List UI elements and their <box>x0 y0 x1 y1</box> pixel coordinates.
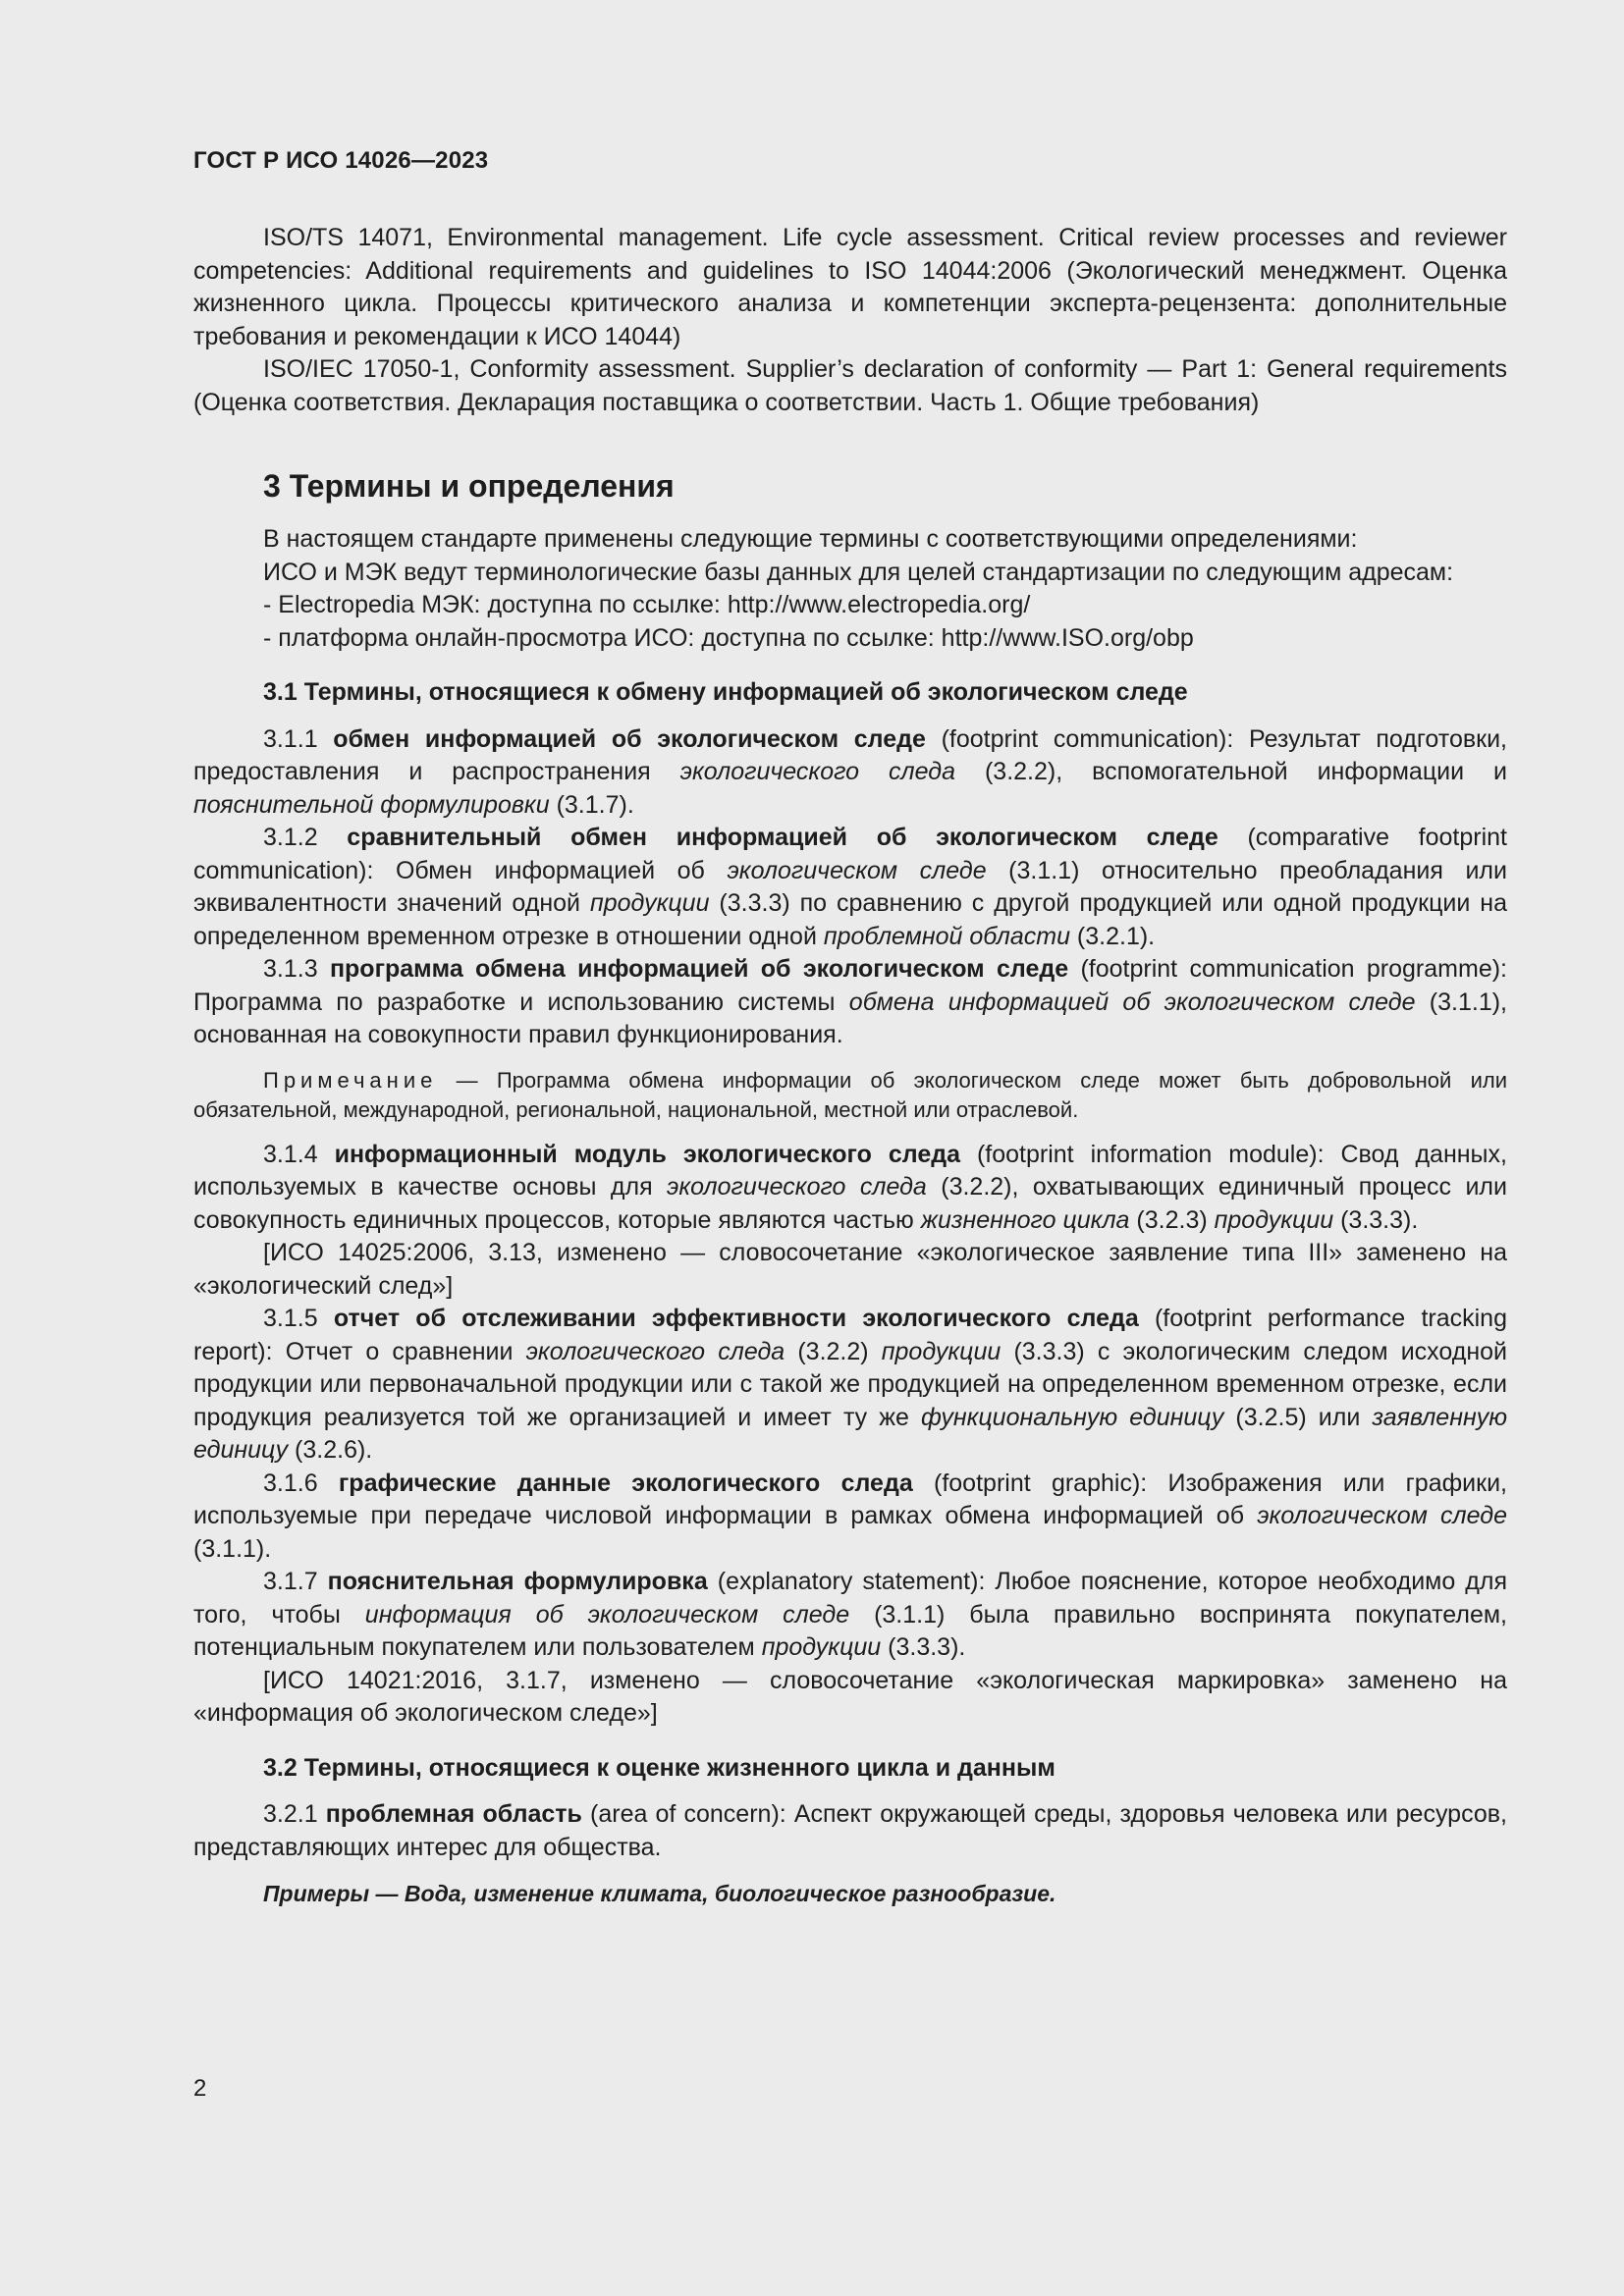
subsection-heading-3-2: 3.2 Термины, относящиеся к оценке жизненного цикла и данным <box>263 1753 1056 1782</box>
bullet-iso-obp: - платформа онлайн-просмотра ИСО: доступна по ссылке: http://www.ISO.org/obp <box>263 623 1194 652</box>
term-3-1-4: 3.1.4 информационный модуль экологического следа (footprint information module): Свод данных, используемых в качестве основы для экологического следа (3.2.2), охватывающих единичный процесс или совокупность единичных процессов, которые являются частью жизненного цикла (3.2.3) продукции (3.3.3). <box>193 1140 1507 1234</box>
term-name: пояснительная формулировка <box>327 1568 708 1595</box>
term-3-1-5: 3.1.5 отчет об отслеживании эффективности экологического следа (footprint performance tracking report): Отчет о сравнении экологического следа (3.2.2) продукции (3.3.3) с экологическим следом исходной продукции или первоначальной продукции или с такой же продукцией на определенном временном отрезке, если продукция реализуется той же организацией и имеет ту же функциональную единицу (3.2.5) или заявленную единицу (3.2.6). <box>193 1305 1508 1464</box>
term-3-1-1: 3.1.1 обмен информацией об экологическом следе (footprint communication): Результат подготовки, предоставления и распространения экологического следа (3.2.2), вспомогательной информации и пояснительной формулировки (3.1.7). <box>193 724 1507 819</box>
term-name: отчет об отслеживании эффективности экологического следа <box>333 1305 1139 1332</box>
document-header: ГОСТ Р ИСО 14026—2023 <box>193 147 489 174</box>
term-3-1-4-source: [ИСО 14025:2006, 3.13, изменено — словосочетание «экологическое заявление типа III» заменено на «экологический след»] <box>193 1239 1507 1300</box>
reference-iso-ts-14071: ISO/TS 14071, Environmental management. Life cycle assessment. Critical review processes and reviewer competencies: Additional requirements and guidelines to ISO 14044:2006 (Экологический менеджмент. Оценка жизненного цикла. Процессы критического анализа и компетенции эксперта-рецензента: дополнительные требования и рекомендации к ИСО 14044) <box>193 224 1507 350</box>
term-3-1-3: 3.1.3 программа обмена информацией об экологическом следе (footprint communication programme): Программа по разработке и использованию системы обмена информацией об экологическом следе (3.1.1), основанная на совокупности правил функционирования. <box>193 955 1507 1048</box>
subsection-heading-3-1: 3.1 Термины, относящиеся к обмену информацией об экологическом следе <box>263 678 1188 706</box>
term-name: графические данные экологического следа <box>338 1468 913 1497</box>
term-3-1-2: 3.1.2 сравнительный обмен информацией об экологическом следе (comparative footprint communication): Обмен информацией об экологическом следе (3.1.1) относительно преобладания или эквивалентности значений одной продукции (3.3.3) по сравнению с другой продукцией или одной продукции на определенном временном отрезке в отношении одной проблемной области (3.2.1). <box>193 824 1507 950</box>
section-heading: 3 Термины и определения <box>263 468 675 504</box>
term-3-2-1: 3.2.1 проблемная область (area of concern): Аспект окружающей среды, здоровья человека или ресурсов, представляющих интерес для общества. <box>193 1800 1507 1861</box>
reference-iso-iec-17050-1: ISO/IEC 17050-1, Conformity assessment. Supplier’s declaration of conformity — Part 1: General requirements (Оценка соответствия. Декларация поставщика о соответствии. Часть 1. Общие требования) <box>193 355 1507 416</box>
term-name: обмен информацией об экологическом следе <box>333 724 926 753</box>
section-intro-databases: ИСО и МЭК ведут терминологические базы данных для целей стандартизации по следующим адресам: <box>263 558 1454 586</box>
bullet-electropedia: - Electropedia МЭК: доступна по ссылке: http://www.electropedia.org/ <box>263 591 1031 618</box>
term-3-1-7: 3.1.7 пояснительная формулировка (explanatory statement): Любое пояснение, которое необходимо для того, чтобы информация об экологическом следе (3.1.1) была правильно воспринята покупателем, потенциальным покупателем или пользователем продукции (3.3.3). <box>193 1568 1507 1661</box>
examples: Примеры — Вода, изменение климата, биологическое разнообразие. <box>263 1881 1056 1906</box>
page-number: 2 <box>193 2075 207 2102</box>
note: Примечание — Программа обмена информации об экологическом следе может быть добровольной или обязательной, международной, региональной, национальной, местной или отраслевой. <box>193 1067 1507 1122</box>
term-name: информационный модуль экологического следа <box>334 1140 960 1168</box>
section-intro: В настоящем стандарте применены следующие термины с соответствующими определениями: <box>263 525 1358 553</box>
term-name: программа обмена информацией об экологическом следе <box>329 955 1069 983</box>
term-name: сравнительный обмен информацией об экологическом следе <box>347 824 1218 851</box>
note-label: Примечание <box>263 1067 438 1093</box>
term-3-1-6: 3.1.6 графические данные экологического следа (footprint graphic): Изображения или графики, используемые при передаче числовой информации в рамках обмена информацией об экологическом следе (3.1.1). <box>193 1468 1507 1563</box>
term-3-1-7-source: [ИСО 14021:2016, 3.1.7, изменено — словосочетание «экологическая маркировка» заменено на «информация об экологическом следе»] <box>193 1666 1507 1727</box>
term-name: проблемная область <box>325 1800 582 1828</box>
document-body <box>193 222 1507 1911</box>
